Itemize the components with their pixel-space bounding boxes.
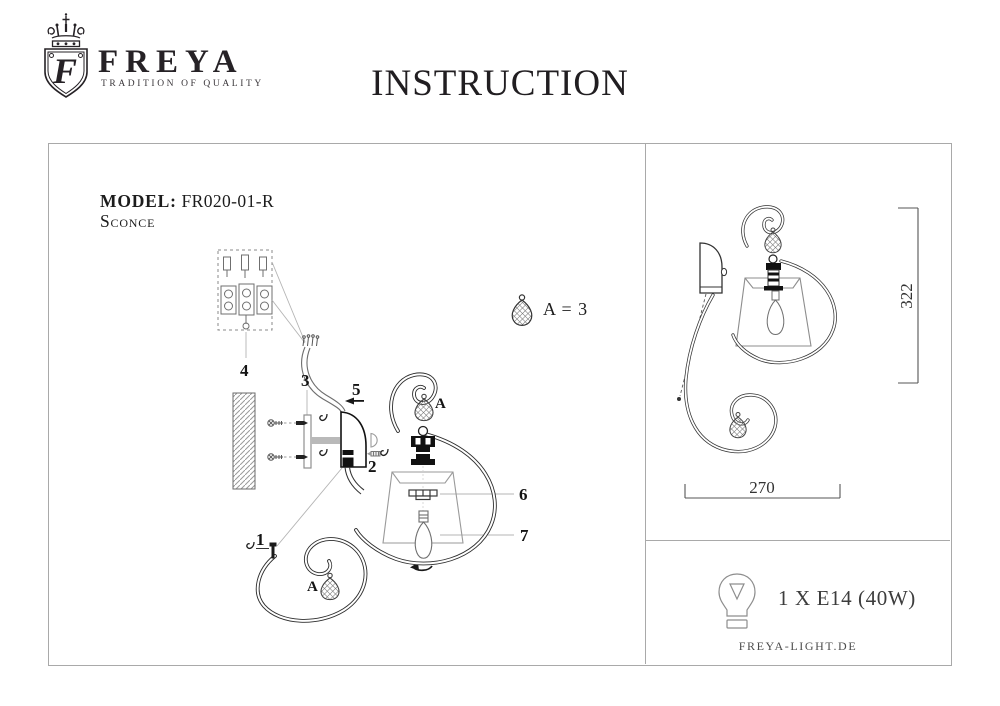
bulb-spec: 1 X E14 (40W) (778, 586, 916, 610)
wall-bracket (700, 243, 727, 293)
hook-icon (320, 414, 327, 420)
scroll-arm (686, 207, 836, 452)
light-bulb-icon (719, 574, 755, 628)
hook-icon (320, 449, 327, 455)
model-value: FR020-01-R (181, 191, 275, 211)
part-label-7: 7 (520, 526, 529, 545)
height-dimension: 322 (897, 283, 916, 309)
part-label-3: 3 (301, 371, 310, 390)
scroll-arm (258, 371, 495, 621)
candle-bulb (767, 291, 784, 335)
brand-name: FREYA (98, 44, 244, 80)
part-label-5: 5 (349, 381, 364, 401)
model-type: Sconce (100, 211, 156, 231)
small-screw (367, 452, 380, 457)
socket-ball (419, 427, 428, 436)
model-label: MODEL: (100, 191, 177, 211)
wall-section (233, 393, 255, 489)
page-title: INSTRUCTION (371, 63, 629, 104)
crystal-pendant-icon (321, 573, 339, 599)
website: FREYA-LIGHT.DE (738, 639, 858, 653)
wire-connector (303, 335, 319, 346)
lamp-socket (764, 263, 783, 291)
hook-icon (247, 542, 254, 548)
hook-icon (381, 449, 388, 455)
part-label-4: 4 (240, 361, 249, 380)
pendant-label-a: A (307, 579, 318, 595)
part-label-6: 6 (519, 485, 528, 504)
wall-bracket (341, 412, 366, 494)
crystal-count-note: A = 3 (543, 299, 589, 319)
socket-ball (769, 255, 777, 263)
lamp-socket (411, 436, 435, 465)
candle-bulb (415, 511, 432, 558)
chain-bead (677, 397, 681, 401)
wall-screw (268, 420, 308, 426)
part-label-1: 1 (256, 530, 265, 549)
finial-knob (371, 434, 377, 448)
brand-monogram: F (53, 51, 78, 91)
assembly-diagram (48, 143, 645, 664)
terminal-block-detail (218, 250, 272, 330)
part-label-2: 2 (368, 457, 377, 476)
brand-tagline: TRADITION OF QUALITY (101, 79, 264, 89)
width-dimension: 270 (749, 478, 775, 497)
shade-ring (409, 490, 437, 500)
threaded-post (311, 437, 340, 444)
pendant-label-a: A (435, 396, 446, 412)
crystal-pendant-icon (512, 295, 532, 325)
wall-screw (268, 454, 308, 460)
